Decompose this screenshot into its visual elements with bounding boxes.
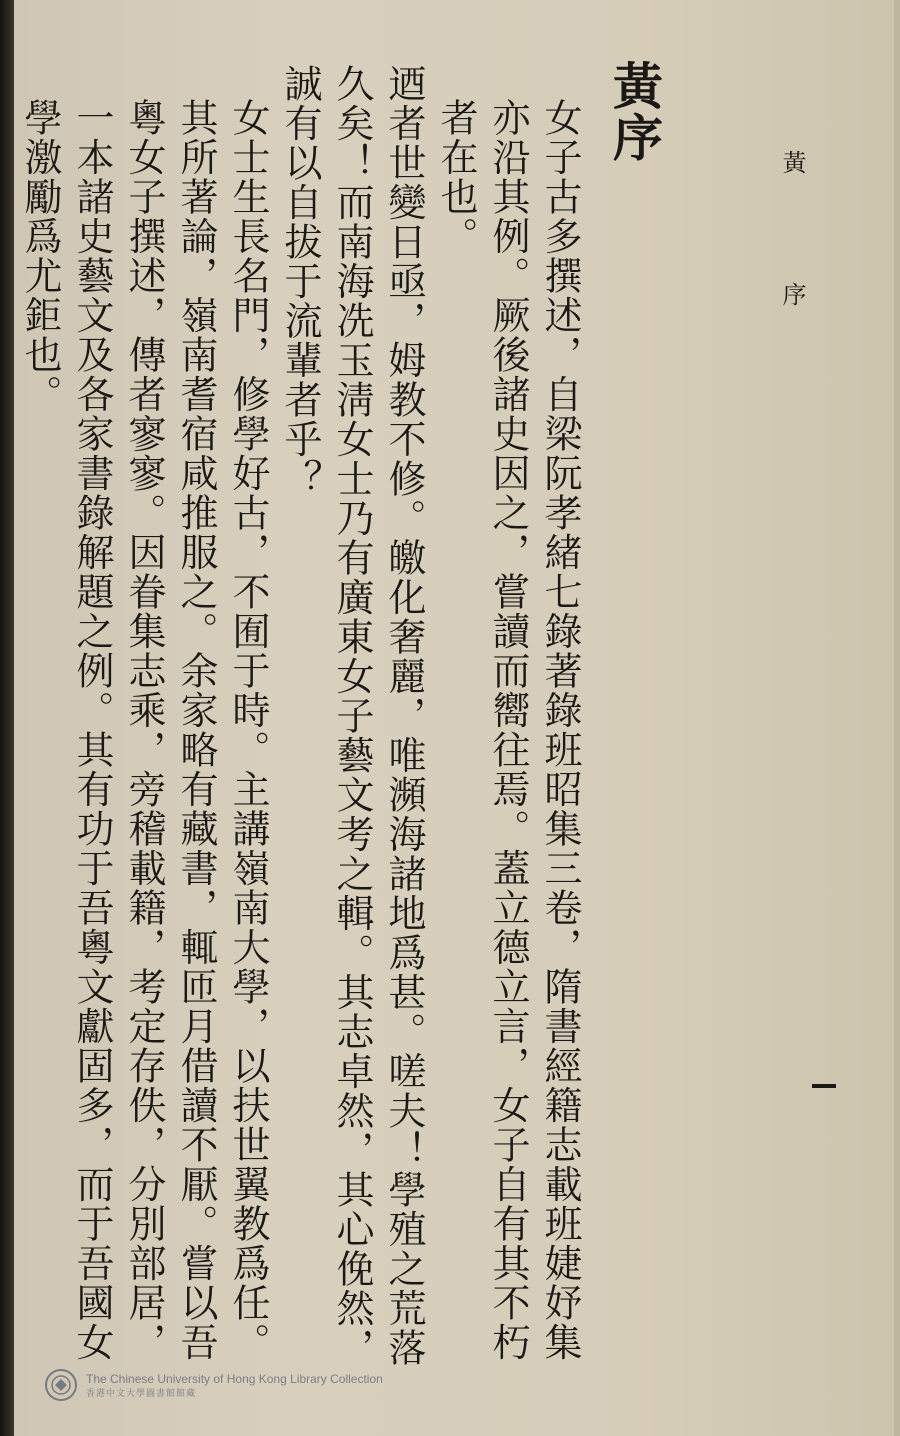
preface-title: 黃序 [605,60,664,163]
watermark-chinese: 香港中文大學圖書館館藏 [86,1388,197,1398]
running-head: 黃 序 [778,150,806,346]
paragraph-3: 女士生長名門，修學好古，不囿于時。主講嶺南大學，以扶世翼教爲任。其所著論，嶺南耆宿咸推服之。余家略有藏書，輒匝月借讀不厭。嘗以吾粵女子撰述，傳者寥寥。因眷集志乘，旁稽載籍，考定存佚，分別部居，一本諸史藝文及各家書錄解題之例。其有功于吾粵文獻固多，而于吾國女學激勵爲尤鉅也。 [18,98,270,1362]
preface-text [0,60,664,1380]
paragraph-2: 迺者世變日亟，姆教不修。皦化奢麗，唯瀕海諸地爲甚。嗟夫！學殖之荒落久矣！而南海冼玉淸女士乃有廣東女子藝文考之輯。其志卓然，其心俛然，誠有以自拔于流輩者乎？ [278,64,426,1368]
library-watermark [44,1368,383,1402]
page-edge [894,0,900,1436]
university-seal-icon [44,1368,78,1402]
book-page [14,0,900,1436]
page-number-mark [812,1084,836,1088]
watermark-english: The Chinese University of Hong Kong Library Collection [86,1372,383,1386]
binding-shadow [0,0,14,1436]
paragraph-1: 女子古多撰述，自梁阮孝緒七錄著錄班昭集三卷，隋書經籍志載班婕妤集亦沿其例。厥後諸史因之，嘗讀而嚮往焉。蓋立德立言，女子自有其不朽者在也。 [434,98,582,1362]
